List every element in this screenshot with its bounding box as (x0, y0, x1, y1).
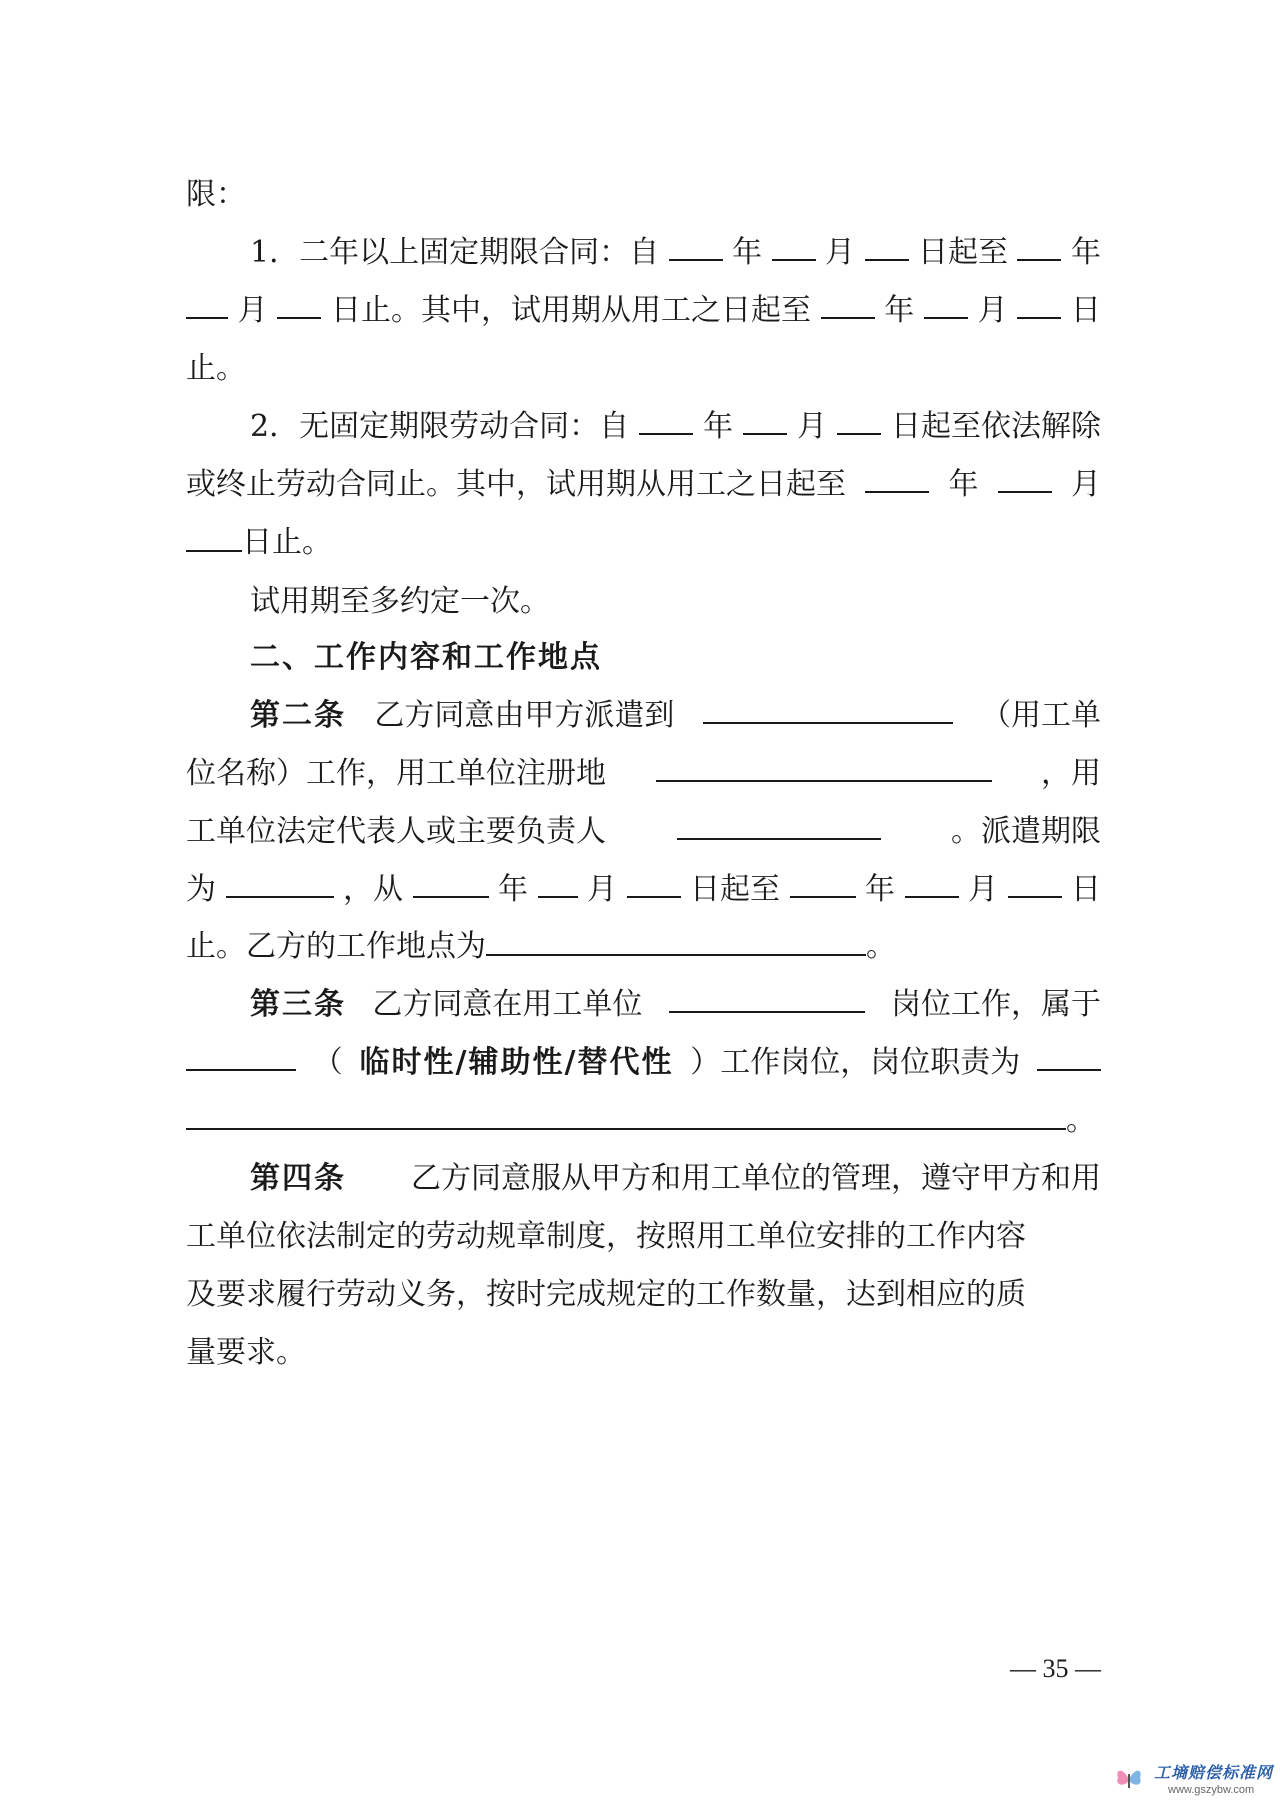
text-line: 为 ，从 年 月 日起至 年 月 日 (186, 866, 1101, 914)
blank-line (837, 403, 881, 435)
section-heading: 二、工作内容和工作地点 (250, 640, 602, 675)
text-line: 工单位依法制定的劳动规章制度，按照用工单位安排的工作内容 (186, 1219, 1026, 1254)
blank-line (865, 229, 909, 261)
text-line: （ 临时性/辅助性/替代性 ）工作岗位，岗位职责为 (186, 1039, 1101, 1087)
text-line: 1．二年以上固定期限合同：自 年 月 日起至 年 (250, 229, 1101, 277)
text-line: 第三条 乙方同意在用工单位 岗位工作，属于 (250, 981, 1101, 1029)
article-label: 第二条 (250, 698, 346, 733)
text-line: 第四条 乙方同意服从甲方和用工单位的管理，遵守甲方和用 (250, 1155, 1101, 1203)
text-line: 第二条 乙方同意由甲方派遣到 （用工单 (250, 692, 1101, 740)
text-line: 。 (186, 1097, 1101, 1145)
article-label: 第四条 (250, 1161, 346, 1196)
blank-line (538, 866, 578, 898)
blank-line (743, 403, 787, 435)
text-line: 止。乙方的工作地点为 。 (186, 923, 1101, 971)
blank-line (186, 1098, 1066, 1130)
blank-line (703, 692, 953, 724)
blank-line (865, 461, 929, 493)
blank-line (821, 287, 875, 319)
blank-line (656, 750, 992, 782)
article-label: 第三条 (250, 987, 346, 1022)
text-line: 月 日止。其中，试用期从用工之日起至 年 月 日 (186, 287, 1101, 335)
text-line: 量要求。 (186, 1335, 306, 1370)
blank-line (669, 981, 865, 1013)
text-line: 2．无固定期限劳动合同：自 年 月 日起至依法解除 (250, 403, 1101, 451)
blank-line (486, 924, 866, 956)
blank-line (998, 461, 1052, 493)
blank-line (790, 866, 856, 898)
watermark-url: www.gszybw.com (1168, 1784, 1255, 1796)
blank-line (186, 520, 242, 552)
blank-line (1008, 866, 1062, 898)
text-line: 日止。 (186, 519, 1101, 567)
text-line: 或终止劳动合同止。其中，试用期从用工之日起至 年 月 (186, 461, 1101, 509)
butterfly-icon (1114, 1764, 1144, 1794)
watermark (1110, 1760, 1280, 1809)
blank-line (226, 866, 334, 898)
text-line: 工单位法定代表人或主要负责人 。派遣期限 (186, 808, 1101, 856)
blank-line (413, 866, 489, 898)
blank-line (627, 866, 681, 898)
text-line: 及要求履行劳动义务，按时完成规定的工作数量，达到相应的质 (186, 1277, 1026, 1312)
text-line: 止。 (186, 351, 246, 386)
text-line: 限： (186, 177, 246, 212)
blank-line (772, 229, 816, 261)
blank-line (669, 229, 723, 261)
blank-line (924, 287, 968, 319)
text-line: 试用期至多约定一次。 (250, 584, 550, 619)
blank-line (1017, 287, 1061, 319)
blank-line (1017, 229, 1061, 261)
watermark-title: 工墒赔偿标准网 (1154, 1763, 1274, 1782)
blank-line (277, 287, 321, 319)
blank-line (677, 808, 881, 840)
blank-line (639, 403, 693, 435)
blank-line (186, 287, 228, 319)
text-line: 位名称）工作，用工单位注册地 ，用 (186, 750, 1101, 798)
blank-line (186, 1039, 296, 1071)
blank-line (1037, 1039, 1101, 1071)
page-number: — 35 — (1010, 1654, 1101, 1683)
blank-line (905, 866, 959, 898)
